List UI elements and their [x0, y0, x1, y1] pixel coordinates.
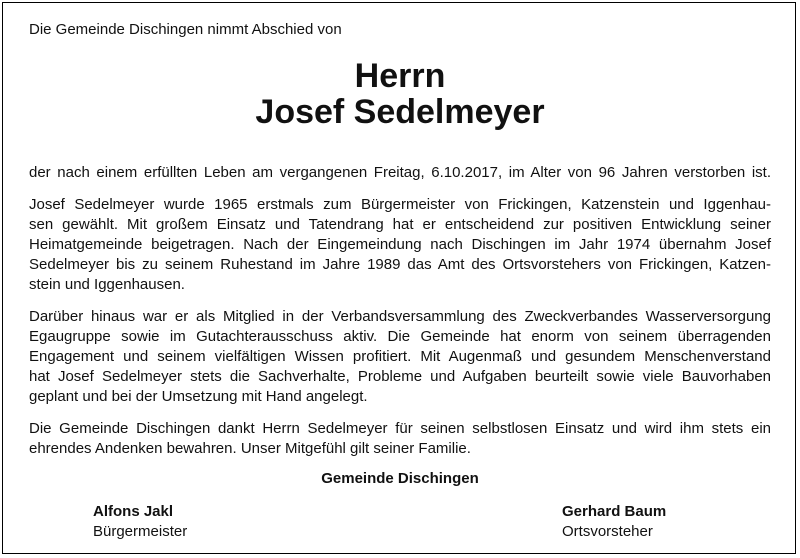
salutation: Herrn	[354, 57, 446, 95]
paragraph-line: Josef Sedelmeyer wurde 1965 erstmals zum Bürgermeister von Frickingen, Katzenstein und Iggenhau-	[29, 196, 771, 213]
paragraph-line: geplant und bei der Umsetzung mit Hand angelegt.	[29, 388, 368, 405]
paragraph-line: sen gewählt. Mit großem Einsatz und Tatendrang hat er entscheidend zur positiven Entwicklung seiner	[29, 216, 771, 233]
paragraph-line: Egaugruppe sowie im Gutachterausschuss aktiv. Die Gemeinde hat enorm von seinem überragenden	[29, 328, 771, 345]
paragraph-line: Heimatgemeinde beigetragen. Nach der Eingemeindung nach Dischingen im Jahr 1974 übernahm Josef	[29, 236, 771, 253]
signer-name: Alfons Jakl	[93, 503, 174, 520]
paragraph-line: Die Gemeinde Dischingen dankt Herrn Sedelmeyer für seinen selbstlosen Einsatz und wird ihm stets ein	[29, 420, 771, 437]
intro-line: Die Gemeinde Dischingen nimmt Abschied von	[29, 21, 342, 38]
paragraph-line: hat Josef Sedelmeyer stets die Sachverhalte, Probleme und Aufgaben beurteilt sowie viele Bauvorhaben	[29, 368, 771, 385]
paragraph-line: Sedelmeyer bis zu seinem Ruhestand im Jahre 1989 das Amt des Ortsvorstehers von Frickingen, Katzen-	[29, 256, 771, 273]
paragraph-line: Darüber hinaus war er als Mitglied in der Verbandsversammlung des Zweckverbandes Wasserversorgung	[29, 308, 771, 325]
signer-title: Ortsvorsteher	[562, 523, 653, 540]
paragraph-line: Engagement und seinem vielfältigen Wissen profitiert. Mit Augenmaß und gesundem Menschenverstand	[29, 348, 771, 365]
signer-name: Gerhard Baum	[562, 503, 667, 520]
paragraph-line: stein und Iggenhausen.	[29, 276, 185, 293]
paragraph-line: ehrendes Andenken bewahren. Unser Mitgefühl gilt seiner Familie.	[29, 440, 471, 457]
signer-title: Bürgermeister	[93, 523, 188, 540]
signature-organization: Gemeinde Dischingen	[321, 470, 479, 487]
deceased-name: Josef Sedelmeyer	[255, 93, 545, 131]
death-line: der nach einem erfüllten Leben am vergangenen Freitag, 6.10.2017, im Alter von 96 Jahren verstorben ist.	[29, 164, 771, 181]
